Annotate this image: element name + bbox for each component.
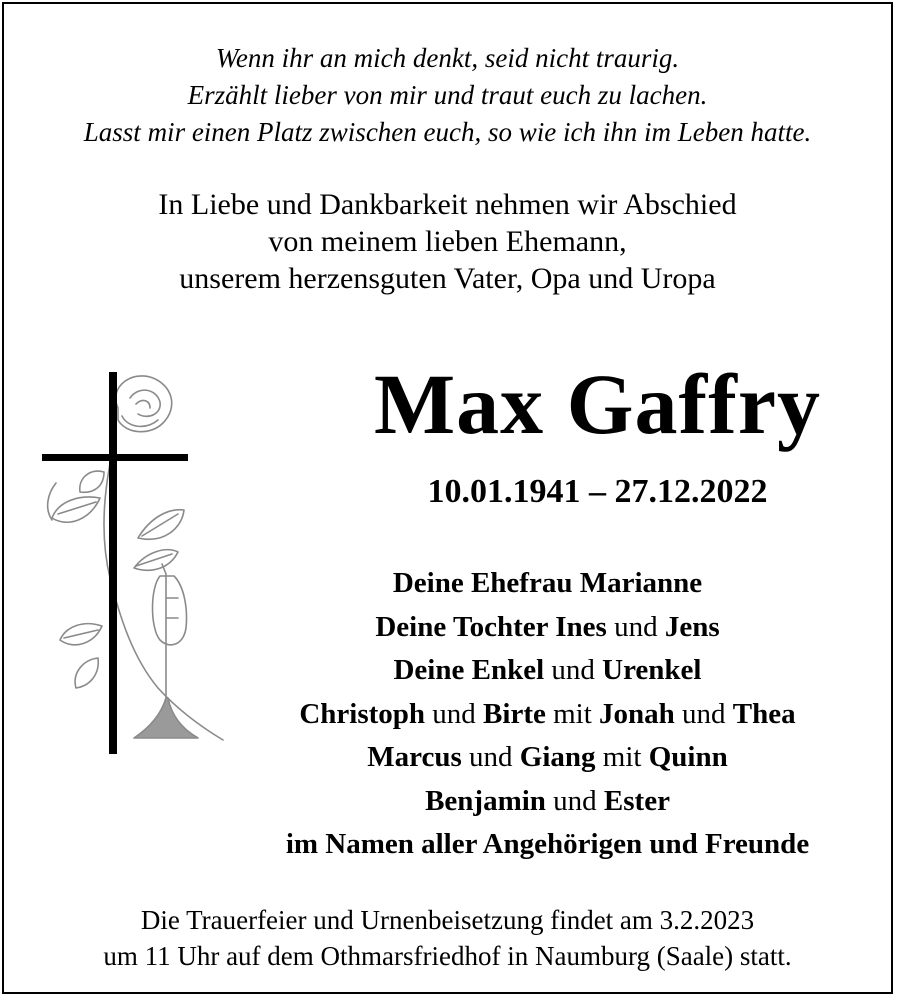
- funeral-line: um 11 Uhr auf dem Othmarsfriedhof in Naumburg (Saale) statt.: [103, 941, 792, 971]
- conjunction: und: [469, 741, 513, 773]
- obituary-frame: [2, 2, 893, 994]
- family-line-marcus: [204, 736, 891, 780]
- person-name: Benjamin: [425, 784, 546, 817]
- family-closing: im Namen aller Angehörigen und Freunde: [285, 828, 810, 860]
- conjunction: und: [551, 654, 595, 686]
- conjunction: mit: [553, 697, 592, 730]
- great-grandchildren-label: Urenkel: [602, 654, 702, 686]
- intro-text: [4, 186, 891, 297]
- family-line-daughter: [204, 606, 891, 650]
- person-name: Jonah: [599, 697, 675, 730]
- deceased-name: Max Gaffry: [373, 356, 821, 452]
- life-dates: 10.01.1941 – 27.12.2022: [427, 473, 768, 510]
- funeral-info: [4, 902, 891, 974]
- poem: [4, 40, 891, 151]
- conjunction: und: [432, 697, 476, 730]
- poem-line: Lasst mir einen Platz zwischen euch, so wie ich ihn im Leben hatte.: [83, 117, 812, 147]
- family-line-benjamin: [204, 780, 891, 824]
- person-name: Marcus: [367, 741, 462, 773]
- poem-line: Erzählt lieber von mir und traut euch zu lachen.: [187, 80, 708, 110]
- funeral-line: Die Trauerfeier und Urnenbeisetzung findet am 3.2.2023: [140, 905, 755, 935]
- person-name: Quinn: [648, 741, 728, 773]
- conjunction: mit: [602, 741, 642, 773]
- wife-name: Deine Ehefrau Marianne: [392, 567, 703, 599]
- intro-line: In Liebe und Dankbarkeit nehmen wir Abschied: [158, 188, 737, 221]
- intro-line: von meinem lieben Ehemann,: [268, 225, 627, 258]
- family-line-grandchildren: [204, 649, 891, 693]
- person-name: Christoph: [299, 697, 426, 730]
- conjunction: und: [614, 610, 658, 643]
- conjunction: und: [553, 784, 597, 817]
- person-name: Giang: [519, 741, 596, 773]
- person-name: Thea: [732, 697, 796, 730]
- intro-line: unserem herzensguten Vater, Opa und Uropa: [179, 262, 716, 295]
- person-name: Birte: [483, 697, 546, 730]
- grandchildren-label: Deine Enkel: [393, 654, 545, 686]
- family-list: [204, 562, 891, 867]
- daughter-name: Deine Tochter Ines: [375, 610, 607, 643]
- person-name: Ester: [603, 784, 670, 817]
- family-line-wife: [204, 562, 891, 606]
- son-in-law-name: Jens: [664, 610, 720, 643]
- cross-rose-trumpet-icon: [38, 368, 228, 758]
- conjunction: und: [682, 697, 726, 730]
- family-line-christoph: [204, 693, 891, 737]
- poem-line: Wenn ihr an mich denkt, seid nicht traurig.: [215, 43, 680, 73]
